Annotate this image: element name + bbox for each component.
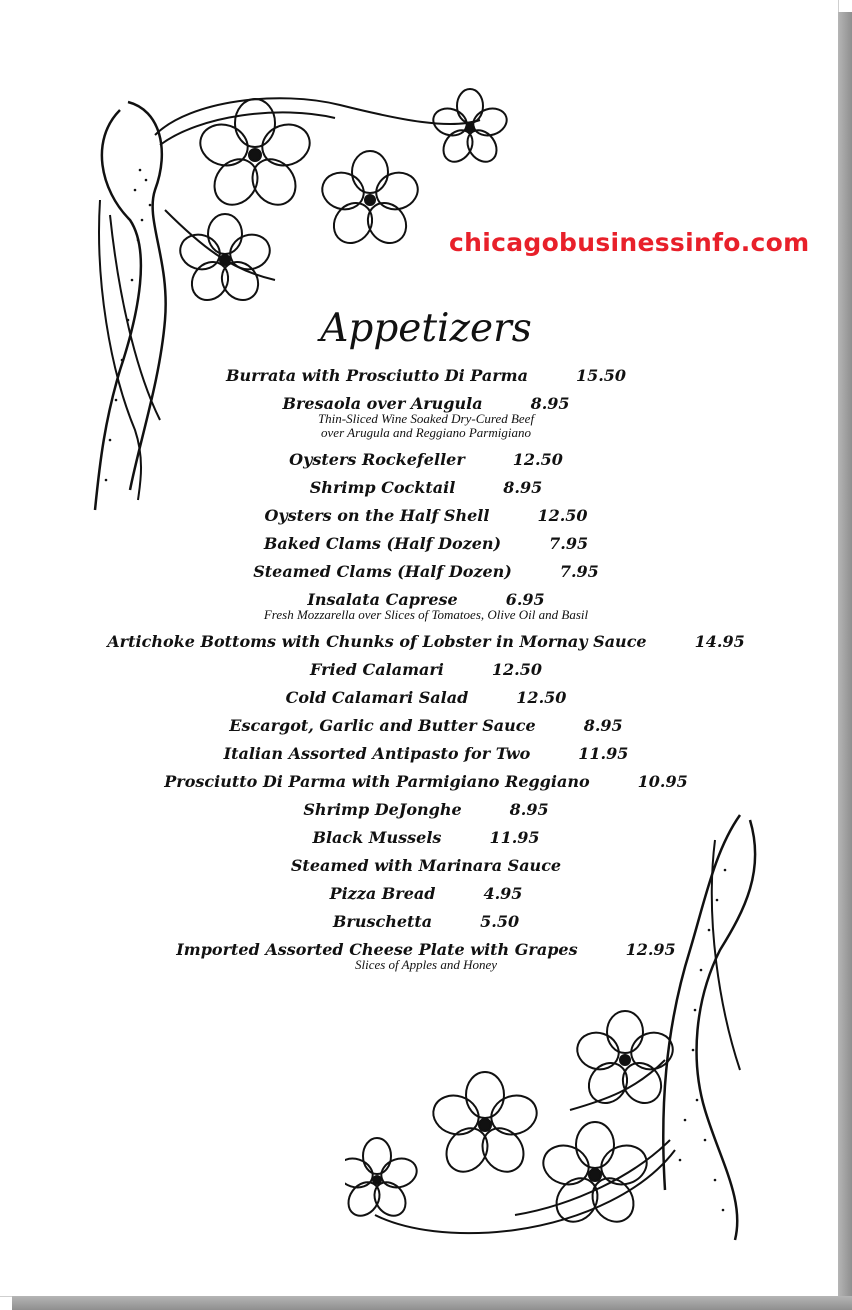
menu-item bbox=[0, 908, 852, 936]
menu-item-price: 8.95 bbox=[503, 478, 543, 497]
menu-item-description: Thin-Sliced Wine Soaked Dry-Cured Beef bbox=[317, 411, 535, 426]
section-title: Appetizers bbox=[320, 306, 532, 351]
menu-item bbox=[0, 446, 852, 474]
menu-item-price: 11.95 bbox=[489, 828, 540, 847]
menu-list bbox=[0, 362, 852, 978]
menu-item bbox=[0, 768, 852, 796]
menu-item-price: 12.50 bbox=[491, 660, 542, 679]
menu-item-price: 7.95 bbox=[549, 534, 589, 553]
menu-item bbox=[0, 474, 852, 502]
menu-item-price: 11.95 bbox=[578, 744, 629, 763]
menu-item-name: Cold Calamari Salad bbox=[285, 688, 469, 707]
menu-item bbox=[0, 656, 852, 684]
menu-item-price: 7.95 bbox=[559, 562, 599, 581]
menu-item bbox=[0, 740, 852, 768]
menu-item bbox=[0, 712, 852, 740]
menu-item-price: 8.95 bbox=[509, 800, 549, 819]
menu-item-name: Insalata Caprese bbox=[307, 590, 458, 609]
menu-item-price: 8.95 bbox=[583, 716, 623, 735]
menu-item-price: 12.50 bbox=[516, 688, 567, 707]
menu-item-price: 4.95 bbox=[483, 884, 523, 903]
menu-item-description: over Arugula and Reggiano Parmigiano bbox=[321, 425, 531, 440]
menu-item-name: Pizza Bread bbox=[329, 884, 436, 903]
menu-item-name: Steamed with Marinara Sauce bbox=[290, 856, 562, 875]
menu-item-name: Burrata with Prosciutto Di Parma bbox=[225, 366, 528, 385]
menu-item-price: 5.50 bbox=[480, 912, 520, 931]
menu-item-price: 12.50 bbox=[512, 450, 563, 469]
menu-item-name: Baked Clams (Half Dozen) bbox=[263, 534, 502, 553]
menu-item-price: 6.95 bbox=[505, 590, 545, 609]
menu-item-price: 8.95 bbox=[530, 394, 570, 413]
menu-item-name: Steamed Clams (Half Dozen) bbox=[253, 562, 512, 581]
menu-item bbox=[0, 936, 852, 972]
menu-item-name: Italian Assorted Antipasto for Two bbox=[223, 744, 531, 763]
menu-item-name: Escargot, Garlic and Butter Sauce bbox=[229, 716, 536, 735]
menu-item bbox=[0, 796, 852, 824]
menu-item bbox=[0, 880, 852, 908]
menu-item-name: Oysters on the Half Shell bbox=[264, 506, 490, 525]
menu-item-name: Fried Calamari bbox=[310, 660, 444, 679]
menu-item-price: 12.50 bbox=[537, 506, 588, 525]
menu-item bbox=[0, 530, 852, 558]
menu-item-name: Imported Assorted Cheese Plate with Grapes bbox=[176, 940, 578, 959]
menu-item-name: Bresaola over Arugula bbox=[282, 394, 483, 413]
menu-item-name: Artichoke Bottoms with Chunks of Lobster in Mornay Sauce bbox=[107, 632, 647, 651]
page-shadow-bottom bbox=[12, 1296, 852, 1310]
menu-item bbox=[0, 628, 852, 656]
menu-item-name: Black Mussels bbox=[312, 828, 442, 847]
menu-item-price: 15.50 bbox=[575, 366, 627, 385]
menu-item bbox=[0, 852, 852, 880]
watermark-text: chicagobusinessinfo.com bbox=[449, 228, 810, 257]
menu-item bbox=[0, 586, 852, 622]
menu-item bbox=[0, 362, 852, 390]
menu-item bbox=[0, 502, 852, 530]
menu-item-name: Prosciutto Di Parma with Parmigiano Reggiano bbox=[164, 772, 590, 791]
menu-item-price: 10.95 bbox=[637, 772, 688, 791]
menu-item bbox=[0, 558, 852, 586]
menu-item-name: Shrimp DeJonghe bbox=[303, 800, 462, 819]
menu-item-name: Oysters Rockefeller bbox=[289, 450, 465, 469]
menu-item bbox=[0, 390, 852, 440]
menu-item-description: Slices of Apples and Honey bbox=[354, 957, 497, 972]
menu-item bbox=[0, 684, 852, 712]
menu-item-name: Shrimp Cocktail bbox=[309, 478, 456, 497]
menu-item-name: Bruschetta bbox=[332, 912, 433, 931]
menu-item-price: 12.95 bbox=[625, 940, 676, 959]
menu-item-description: Fresh Mozzarella over Slices of Tomatoes, Olive Oil and Basil bbox=[263, 607, 589, 622]
menu-item-price: 14.95 bbox=[694, 632, 745, 651]
menu-item bbox=[0, 824, 852, 852]
